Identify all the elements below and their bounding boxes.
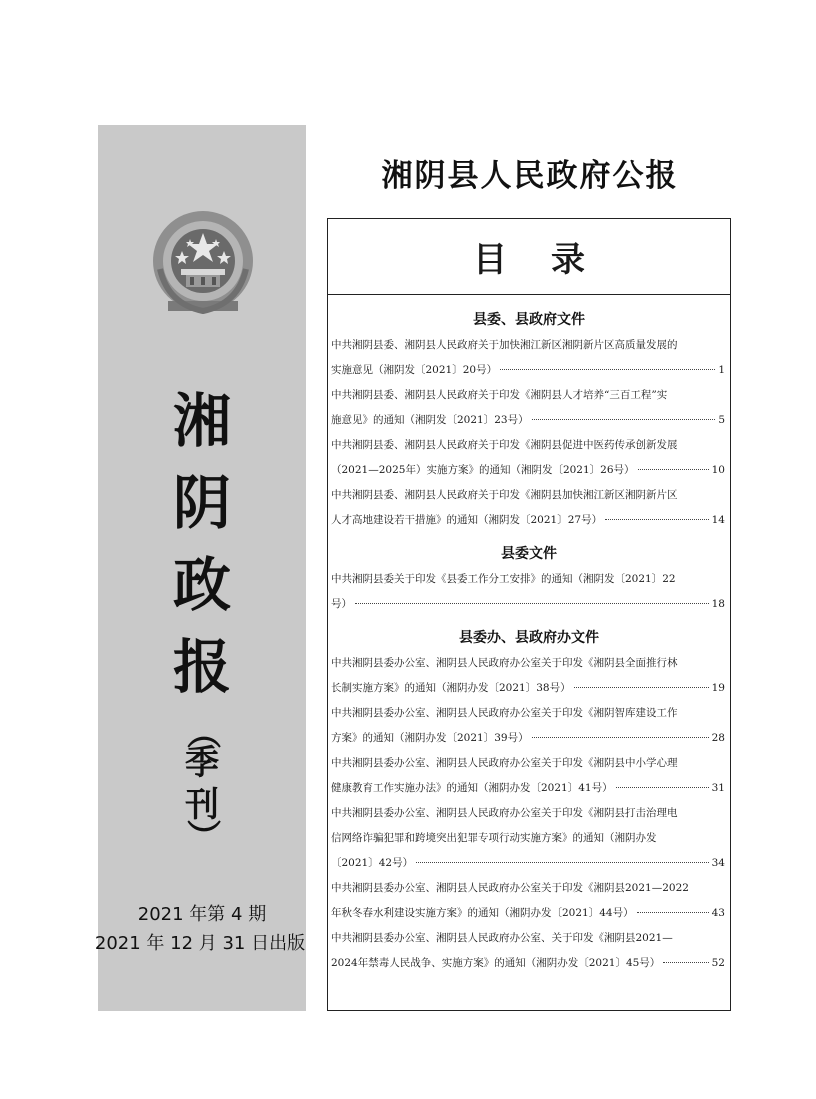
toc-section-heading: 县委文件	[501, 546, 557, 562]
page-number: 14	[711, 514, 725, 526]
page-number: 34	[711, 857, 725, 869]
toc-entry-title: 中共湘阴县委办公室、湘阴县人民政府办公室关于印发《湘阴县全面推行林	[331, 657, 678, 669]
toc-entry-last-line	[331, 901, 725, 926]
masthead-char: 政	[172, 551, 231, 619]
toc-entry-title: 信网络诈骗犯罪和跨境突出犯罪专项行动实施方案》的通知（湘阴办发	[331, 832, 657, 844]
toc-entry[interactable]	[328, 651, 730, 701]
toc-header	[328, 219, 730, 295]
dot-leader	[605, 519, 709, 520]
toc-entry-title: 年秋冬春水利建设实施方案》的通知（湘阴办发〔2021〕44号）	[331, 907, 634, 919]
quarterly-char: 刊	[185, 785, 219, 825]
toc-entry-title: 中共湘阴县委、湘阴县人民政府关于印发《湘阴县促进中医药传承创新发展	[331, 439, 678, 451]
dot-leader	[532, 419, 716, 420]
masthead-char: 湘	[172, 387, 231, 455]
toc-entry[interactable]	[328, 701, 730, 751]
toc-entry[interactable]	[328, 383, 730, 433]
toc-entry-title: 2024年禁毒人民战争、实施方案》的通知（湘阴办发〔2021〕45号）	[331, 957, 661, 969]
toc-entry-title: 施意见》的通知（湘阴发〔2021〕23号）	[331, 414, 529, 426]
toc-entry[interactable]	[328, 876, 730, 926]
toc-entry-last-line	[331, 508, 725, 533]
page-number: 28	[711, 732, 725, 744]
issue-number: 2021 年第 4 期	[137, 904, 267, 925]
toc-entry-last-line	[331, 776, 725, 801]
toc-entry-last-line	[331, 408, 725, 433]
toc-entry-last-line	[331, 951, 725, 976]
toc-entry-title: 方案》的通知（湘阴办发〔2021〕39号）	[331, 732, 529, 744]
dot-leader	[500, 369, 715, 370]
quarterly-label	[182, 715, 222, 853]
toc-entry-title: 中共湘阴县委办公室、湘阴县人民政府办公室关于印发《湘阴县2021—2022	[331, 882, 689, 894]
toc-entry-title: 长制实施方案》的通知（湘阴办发〔2021〕38号）	[331, 682, 571, 694]
toc-entry-title: 中共湘阴县委办公室、湘阴县人民政府办公室、关于印发《湘阴县2021—	[331, 932, 673, 944]
toc-entry[interactable]	[328, 926, 730, 976]
toc-entry-last-line	[331, 726, 725, 751]
dot-leader	[663, 962, 708, 963]
masthead	[98, 380, 306, 853]
open-paren: （	[182, 715, 222, 749]
cover-band	[94, 125, 306, 1011]
toc-entry[interactable]	[328, 567, 730, 617]
toc-entry[interactable]	[328, 801, 730, 876]
dot-leader	[574, 687, 709, 688]
page-number: 31	[711, 782, 725, 794]
toc-entry-title: 中共湘阴县委、湘阴县人民政府关于印发《湘阴县加快湘江新区湘阴新片区	[331, 489, 678, 501]
toc-entry-title: 健康教育工作实施办法》的通知（湘阴办发〔2021〕41号）	[331, 782, 613, 794]
toc-entry-title: 中共湘阴县委、湘阴县人民政府关于加快湘江新区湘阴新片区高质量发展的	[331, 339, 678, 351]
toc-entry[interactable]	[328, 433, 730, 483]
masthead-char: 阴	[172, 469, 231, 537]
toc-entry-title: 中共湘阴县委、湘阴县人民政府关于印发《湘阴县人才培养“三百工程”实	[331, 389, 668, 401]
toc-section-heading: 县委、县政府文件	[473, 312, 585, 328]
toc-entry[interactable]	[328, 333, 730, 383]
page-number: 52	[711, 957, 725, 969]
page-number: 19	[711, 682, 725, 694]
masthead-char: 报	[172, 633, 231, 701]
toc-entry-title: 〔2021〕42号）	[331, 857, 414, 869]
dot-leader	[616, 787, 709, 788]
national-emblem-icon	[148, 209, 258, 319]
toc-entry-title: （2021—2025年）实施方案》的通知（湘阴发〔2021〕26号）	[331, 464, 635, 476]
toc-entry-last-line	[331, 358, 725, 383]
table-of-contents	[327, 218, 731, 1011]
page-number: 10	[711, 464, 725, 476]
toc-entry-last-line	[331, 592, 725, 617]
dot-leader	[637, 912, 709, 913]
dot-leader	[416, 862, 709, 863]
toc-entry-title: 中共湘阴县委办公室、湘阴县人民政府办公室关于印发《湘阴智库建设工作	[331, 707, 678, 719]
toc-entry-title: 中共湘阴县委办公室、湘阴县人民政府办公室关于印发《湘阴县打击治理电	[331, 807, 678, 819]
dot-leader	[638, 469, 709, 470]
close-paren: ）	[182, 819, 222, 853]
toc-entry[interactable]	[328, 483, 730, 533]
publication-title: 湘阴县人民政府公报	[381, 158, 679, 194]
dot-leader	[532, 737, 709, 738]
page-number: 5	[718, 414, 725, 426]
publish-date: 2021 年 12 月 31 日出版	[94, 933, 306, 954]
toc-title: 目录	[473, 240, 629, 280]
page-number: 43	[711, 907, 725, 919]
page-number: 1	[718, 364, 725, 376]
toc-entry-title: 中共湘阴县委办公室、湘阴县人民政府办公室关于印发《湘阴县中小学心理	[331, 757, 678, 769]
page-number: 18	[711, 598, 725, 610]
toc-entry-last-line	[331, 676, 725, 701]
issue-block	[94, 901, 306, 959]
toc-entry[interactable]	[328, 751, 730, 801]
toc-entry-title: 人才高地建设若干措施》的通知（湘阴发〔2021〕27号）	[331, 514, 603, 526]
toc-section-heading: 县委办、县政府办文件	[459, 630, 599, 646]
dot-leader	[355, 603, 709, 604]
toc-body	[328, 307, 730, 976]
toc-entry-title: 中共湘阴县委关于印发《县委工作分工安排》的通知（湘阴发〔2021〕22	[331, 573, 676, 585]
toc-entry-title: 号）	[331, 598, 352, 610]
quarterly-char: 季	[185, 743, 219, 783]
toc-entry-last-line	[331, 458, 725, 483]
toc-entry-title: 实施意见（湘阴发〔2021〕20号）	[331, 364, 498, 376]
toc-entry-last-line	[331, 851, 725, 876]
